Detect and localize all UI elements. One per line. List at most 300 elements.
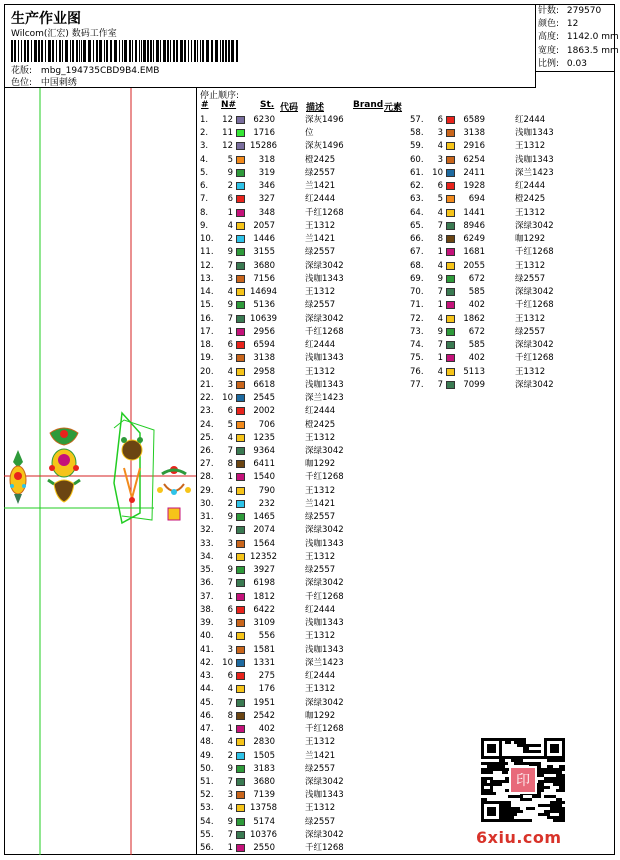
barcode-bar [236, 40, 238, 62]
barcode-bar [79, 40, 80, 62]
table-row [200, 140, 400, 153]
row-index: 43. [200, 671, 214, 682]
barcode-bar [188, 40, 189, 62]
row-stitches: 672 [468, 273, 485, 284]
row-index: 29. [200, 485, 214, 496]
row-description: 绿2557 [305, 816, 336, 827]
table-row [410, 127, 610, 140]
table-row [200, 352, 400, 365]
row-needle: 7 [437, 379, 443, 390]
row-stitches: 348 [258, 207, 275, 218]
table-row [410, 140, 610, 153]
row-needle: 4 [227, 220, 233, 231]
row-index: 17. [200, 326, 214, 337]
row-description: 千红1268 [305, 207, 344, 218]
table-row [200, 432, 400, 445]
color-swatch [236, 315, 245, 323]
row-stitches: 6198 [253, 578, 275, 589]
color-swatch [446, 209, 455, 217]
row-needle: 6 [227, 340, 233, 351]
row-needle: 4 [227, 631, 233, 642]
row-description: 兰1421 [305, 498, 336, 509]
table-row [200, 723, 400, 736]
barcode-bar [160, 40, 161, 62]
row-index: 38. [200, 604, 214, 615]
barcode-bar [31, 40, 32, 62]
row-stitches: 1581 [253, 644, 275, 655]
row-index: 47. [200, 724, 214, 735]
row-index: 10. [200, 234, 214, 245]
color-swatch [236, 500, 245, 508]
row-description: 浅咖1343 [305, 644, 344, 655]
row-needle: 3 [227, 273, 233, 284]
row-needle: 11 [222, 128, 233, 139]
row-needle: 9 [227, 300, 233, 311]
table-row [410, 286, 610, 299]
row-stitches: 585 [468, 340, 485, 351]
row-index: 39. [200, 618, 214, 629]
barcode-bar [194, 40, 196, 62]
row-stitches: 706 [258, 419, 275, 430]
row-description: 王1312 [515, 366, 546, 377]
row-needle: 5 [227, 154, 233, 165]
row-stitches: 2916 [463, 141, 485, 152]
row-index: 6. [200, 181, 209, 192]
col-index-header: # [201, 100, 209, 110]
row-stitches: 10639 [250, 313, 278, 324]
row-description: 深绿3042 [305, 578, 344, 589]
barcode-bar [119, 40, 120, 62]
color-swatch [236, 791, 245, 799]
row-needle: 9 [227, 247, 233, 258]
row-needle: 9 [437, 326, 443, 337]
row-index: 25. [200, 432, 214, 443]
barcode-bar [228, 40, 230, 62]
row-index: 37. [200, 591, 214, 602]
color-swatch [236, 606, 245, 614]
row-stitches: 6249 [463, 234, 485, 245]
color-swatch [236, 328, 245, 336]
row-description: 千红1268 [305, 843, 344, 854]
barcode-bar [156, 40, 159, 62]
row-index: 33. [200, 538, 214, 549]
row-index: 53. [200, 803, 214, 814]
row-needle: 6 [227, 406, 233, 417]
barcode-bar [38, 40, 40, 62]
row-description: 兰1421 [305, 181, 336, 192]
table-row [200, 246, 400, 259]
row-index: 68. [410, 260, 424, 271]
row-stitches: 3680 [253, 260, 275, 271]
table-row [410, 114, 610, 127]
color-swatch [236, 169, 245, 177]
row-needle: 9 [227, 565, 233, 576]
row-needle: 4 [437, 313, 443, 324]
stat-height: 高度: 1142.0 mm [538, 32, 619, 43]
row-index: 14. [200, 287, 214, 298]
row-index: 71. [410, 300, 424, 311]
row-index: 66. [410, 234, 424, 245]
table-row [200, 776, 400, 789]
row-needle: 1 [227, 207, 233, 218]
row-description: 咖1292 [305, 710, 336, 721]
color-value: 中国刺绣 [40, 78, 77, 88]
table-row [200, 644, 400, 657]
color-swatch [236, 156, 245, 164]
row-needle: 6 [227, 671, 233, 682]
row-description: 千红1268 [305, 326, 344, 337]
row-stitches: 275 [258, 671, 275, 682]
barcode-bar [184, 40, 186, 62]
row-stitches: 694 [468, 194, 485, 205]
table-row [200, 538, 400, 551]
row-stitches: 2958 [253, 366, 275, 377]
row-description: 红2444 [305, 406, 336, 417]
table-row [200, 670, 400, 683]
row-needle: 7 [227, 829, 233, 840]
color-swatch [236, 460, 245, 468]
table-row [200, 842, 400, 855]
pattern-file: mbg_194735CBD9B4.EMB [40, 66, 160, 76]
row-index: 40. [200, 631, 214, 642]
color-swatch [236, 182, 245, 190]
color-swatch [236, 381, 245, 389]
barcode-bar [200, 40, 201, 62]
color-swatch [446, 275, 455, 283]
row-needle: 4 [227, 432, 233, 443]
table-row [410, 193, 610, 206]
row-stitches: 402 [258, 724, 275, 735]
row-needle: 10 [222, 657, 233, 668]
barcode-bar [173, 40, 175, 62]
row-stitches: 10376 [250, 829, 278, 840]
table-row [410, 352, 610, 365]
row-stitches: 1564 [253, 538, 275, 549]
embroidery-preview-image [4, 88, 197, 855]
row-stitches: 6411 [253, 459, 275, 470]
color-swatch [236, 540, 245, 548]
row-needle: 1 [227, 843, 233, 854]
row-needle: 3 [227, 618, 233, 629]
row-needle: 4 [227, 485, 233, 496]
row-index: 1. [200, 115, 209, 125]
row-needle: 3 [227, 538, 233, 549]
row-needle: 2 [227, 498, 233, 509]
row-index: 9. [200, 220, 209, 231]
row-description: 浅咖1343 [305, 790, 344, 801]
color-swatch [446, 156, 455, 164]
table-row [200, 445, 400, 458]
row-index: 12. [200, 260, 214, 271]
row-index: 57. [410, 115, 424, 125]
row-needle: 4 [227, 803, 233, 814]
row-stitches: 6230 [253, 115, 275, 125]
barcode-bar [56, 40, 57, 62]
row-needle: 10 [432, 167, 443, 178]
row-needle: 4 [437, 260, 443, 271]
color-swatch [236, 235, 245, 243]
table-row [410, 379, 610, 392]
row-description: 浅咖1343 [305, 538, 344, 549]
row-needle: 4 [227, 551, 233, 562]
color-swatch [236, 248, 245, 256]
col-needle-header: N# [221, 100, 237, 110]
row-stitches: 318 [258, 154, 275, 165]
barcode-bar [52, 40, 54, 62]
color-swatch [236, 195, 245, 203]
barcode-bar [72, 40, 74, 62]
row-description: 深绿3042 [305, 313, 344, 324]
row-description: 千红1268 [515, 247, 554, 258]
row-index: 70. [410, 287, 424, 298]
row-stitches: 6422 [253, 604, 275, 615]
row-description: 浅咖1343 [515, 154, 554, 165]
color-swatch [446, 129, 455, 137]
row-stitches: 6254 [463, 154, 485, 165]
barcode-bar [96, 40, 98, 62]
table-row [410, 233, 610, 246]
row-needle: 5 [437, 194, 443, 205]
table-row [410, 207, 610, 220]
row-index: 19. [200, 353, 214, 364]
table-row [200, 167, 400, 180]
table-row [200, 299, 400, 312]
row-stitches: 402 [468, 353, 485, 364]
row-needle: 1 [227, 724, 233, 735]
barcode-bar [24, 40, 26, 62]
row-needle: 2 [227, 181, 233, 192]
table-row [200, 273, 400, 286]
row-description: 王1312 [305, 485, 336, 496]
color-swatch [446, 116, 455, 124]
barcode-bar [93, 40, 94, 62]
barcode-bar [231, 40, 234, 62]
stat-scale: 比例: 0.03 [538, 58, 587, 69]
table-row [200, 366, 400, 379]
row-description: 王1312 [305, 366, 336, 377]
row-needle: 6 [437, 181, 443, 192]
barcode-bar [215, 40, 218, 62]
row-needle: 9 [437, 273, 443, 284]
row-stitches: 672 [468, 326, 485, 337]
row-needle: 6 [227, 194, 233, 205]
row-needle: 5 [227, 419, 233, 430]
row-stitches: 3138 [463, 128, 485, 139]
row-stitches: 15286 [250, 141, 278, 152]
table-row [410, 220, 610, 233]
color-swatch [236, 275, 245, 283]
color-swatch [236, 394, 245, 402]
barcode-bar [48, 40, 51, 62]
row-needle: 3 [227, 353, 233, 364]
row-description: 绿2557 [305, 247, 336, 258]
row-index: 28. [200, 472, 214, 483]
table-row [200, 697, 400, 710]
row-stitches: 1505 [253, 750, 275, 761]
row-needle: 6 [437, 115, 443, 125]
row-stitches: 1540 [253, 472, 275, 483]
color-swatch [236, 659, 245, 667]
row-index: 3. [200, 141, 209, 152]
row-description: 王1312 [305, 631, 336, 642]
color-swatch [236, 778, 245, 786]
table-row [200, 604, 400, 617]
table-row [410, 246, 610, 259]
color-swatch [236, 752, 245, 760]
color-swatch [446, 341, 455, 349]
row-description: 王1312 [305, 551, 336, 562]
row-stitches: 556 [258, 631, 275, 642]
barcode-bar [88, 40, 91, 62]
row-stitches: 12352 [250, 551, 278, 562]
color-swatch [236, 407, 245, 415]
color-swatch [236, 354, 245, 362]
row-description: 红2444 [515, 115, 546, 125]
table-row [200, 591, 400, 604]
barcode-bar [163, 40, 166, 62]
row-needle: 3 [227, 379, 233, 390]
stop-sequence-caption: 停止顺序: [200, 91, 240, 101]
table-row [200, 564, 400, 577]
table-row [410, 154, 610, 167]
row-stitches: 7156 [253, 273, 275, 284]
qr-stamp-text: 印 [516, 773, 530, 789]
barcode-bar [11, 40, 13, 62]
row-needle: 12 [222, 115, 233, 125]
table-row [200, 458, 400, 471]
color-line [11, 75, 77, 88]
color-swatch [446, 195, 455, 203]
table-row [200, 617, 400, 630]
row-stitches: 1446 [253, 234, 275, 245]
stat-colors: 颜色: 12 [538, 19, 579, 30]
row-index: 26. [200, 446, 214, 456]
company-name: Wilcom(汇宏) 数码工作室 [11, 29, 117, 39]
color-swatch [236, 116, 245, 124]
table-row [200, 577, 400, 590]
row-stitches: 2542 [253, 710, 275, 721]
table-row [200, 736, 400, 749]
stat-stitches: 针数: 279570 [538, 6, 602, 16]
table-row [410, 167, 610, 180]
row-index: 20. [200, 366, 214, 377]
row-needle: 1 [437, 353, 443, 364]
row-needle: 4 [227, 287, 233, 298]
row-index: 69. [410, 273, 424, 284]
row-needle: 9 [227, 512, 233, 523]
row-description: 王1312 [305, 220, 336, 231]
color-swatch [446, 381, 455, 389]
table-row [200, 233, 400, 246]
table-row [410, 339, 610, 352]
color-swatch [236, 831, 245, 839]
row-index: 52. [200, 790, 214, 801]
row-needle: 1 [437, 247, 443, 258]
col-elem-header: 元素 [384, 103, 403, 113]
row-index: 31. [200, 512, 214, 523]
row-stitches: 1441 [463, 207, 485, 218]
row-index: 51. [200, 777, 214, 787]
color-swatch [236, 129, 245, 137]
row-index: 46. [200, 710, 214, 721]
table-row [200, 829, 400, 842]
row-index: 32. [200, 525, 214, 536]
row-index: 22. [200, 393, 214, 404]
table-row [410, 313, 610, 326]
row-stitches: 1331 [253, 657, 275, 668]
row-stitches: 5136 [253, 300, 275, 311]
row-index: 50. [200, 763, 214, 774]
row-stitches: 8946 [463, 220, 485, 231]
row-description: 王1312 [515, 207, 546, 218]
row-needle: 1 [227, 472, 233, 483]
table-row [410, 299, 610, 312]
barcode-bar [129, 40, 131, 62]
row-description: 深绿3042 [305, 777, 344, 787]
row-description: 红2444 [305, 671, 336, 682]
barcode-bar [147, 40, 149, 62]
color-swatch [236, 672, 245, 680]
row-needle: 3 [437, 128, 443, 139]
table-row [200, 471, 400, 484]
color-swatch [236, 209, 245, 217]
row-needle: 7 [227, 697, 233, 708]
row-index: 18. [200, 340, 214, 351]
row-stitches: 232 [258, 498, 275, 509]
barcode-bar [81, 40, 82, 62]
color-swatch [236, 646, 245, 654]
col-desc-header: 描述 [306, 103, 325, 113]
col-st-header: St. [260, 100, 275, 110]
color-swatch [236, 222, 245, 230]
row-description: 绿2557 [305, 512, 336, 523]
row-needle: 7 [437, 340, 443, 351]
barcode-bar [62, 40, 63, 62]
row-stitches: 2074 [253, 525, 275, 536]
row-description: 深绿3042 [305, 260, 344, 271]
barcode-bar [202, 40, 204, 62]
color-swatch [236, 593, 245, 601]
row-stitches: 1928 [463, 181, 485, 192]
row-description: 绿2557 [305, 565, 336, 576]
color-swatch [446, 182, 455, 190]
row-stitches: 3109 [253, 618, 275, 629]
table-row [200, 816, 400, 829]
row-needle: 2 [227, 234, 233, 245]
color-swatch [236, 513, 245, 521]
color-swatch [446, 142, 455, 150]
row-stitches: 2545 [253, 393, 275, 404]
color-swatch [236, 566, 245, 574]
row-stitches: 1681 [463, 247, 485, 258]
table-row [200, 551, 400, 564]
color-swatch [236, 487, 245, 495]
table-row [410, 273, 610, 286]
row-index: 54. [200, 816, 214, 827]
row-stitches: 2411 [463, 167, 485, 178]
color-swatch [236, 301, 245, 309]
row-stitches: 3680 [253, 777, 275, 787]
color-swatch [446, 222, 455, 230]
row-index: 61. [410, 167, 424, 178]
row-needle: 4 [437, 366, 443, 377]
table-row [410, 366, 610, 379]
barcode [11, 40, 239, 62]
color-swatch [446, 288, 455, 296]
barcode-bar [106, 40, 108, 62]
table-row [200, 405, 400, 418]
row-stitches: 346 [258, 181, 275, 192]
